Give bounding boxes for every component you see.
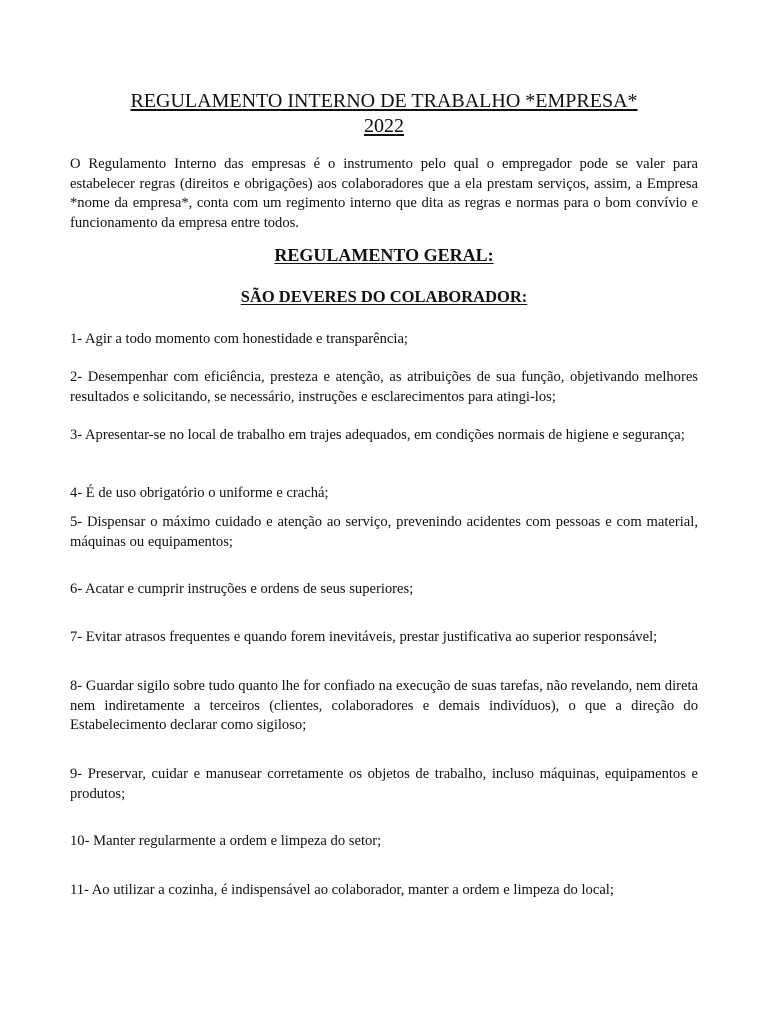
subsection-heading: SÃO DEVERES DO COLABORADOR: — [240, 287, 528, 306]
list-item: 9- Preservar, cuidar e manusear corretamente os objetos de trabalho, incluso máquinas, equipamentos e produtos; — [70, 766, 698, 802]
list-item: 1- Agir a todo momento com honestidade e transparência; — [70, 331, 408, 347]
list-item: 8- Guardar sigilo sobre tudo quanto lhe for confiado na execução de suas tarefas, não revelando, nem direta nem indiretamente a terceiros (clientes, colaboradores e demais indivíduos), o que a direção do Estabelecimento declarar como sigiloso; — [70, 678, 698, 733]
list-item: 3- Apresentar-se no local de trabalho em trajes adequados, em condições normais de higiene e segurança; — [70, 427, 685, 443]
section-heading: REGULAMENTO GERAL: — [274, 245, 494, 265]
list-item: 6- Acatar e cumprir instruções e ordens de seus superiores; — [70, 581, 414, 597]
list-item: 7- Evitar atrasos frequentes e quando forem inevitáveis, prestar justificativa ao superior responsável; — [70, 629, 658, 645]
title-line-1: REGULAMENTO INTERNO DE TRABALHO *EMPRESA* — [130, 90, 638, 112]
intro-paragraph: O Regulamento Interno das empresas é o instrumento pelo qual o empregador pode se valer para estabelecer regras (direitos e obrigações) aos colaboradores que a ela prestam serviços, assim, a Empresa *nome da empresa*, conta com um regimento interno que dita as regras e normas para o bom convívio e funcionamento da empresa entre todos. — [70, 156, 698, 231]
document-title — [70, 89, 698, 139]
list-item: 11- Ao utilizar a cozinha, é indispensável ao colaborador, manter a ordem e limpeza do local; — [70, 882, 614, 898]
title-line-2: 2022 — [364, 115, 404, 137]
list-item: 4- É de uso obrigatório o uniforme e crachá; — [70, 485, 329, 501]
list-item: 10- Manter regularmente a ordem e limpeza do setor; — [70, 833, 382, 849]
list-item: 2- Desempenhar com eficiência, presteza e atenção, as atribuições de sua função, objetivando melhores resultados e solicitando, se necessário, instruções e esclarecimentos para atingi-los; — [70, 369, 698, 405]
list-item: 5- Dispensar o máximo cuidado e atenção ao serviço, prevenindo acidentes com pessoas e com material, máquinas ou equipamentos; — [70, 514, 698, 550]
